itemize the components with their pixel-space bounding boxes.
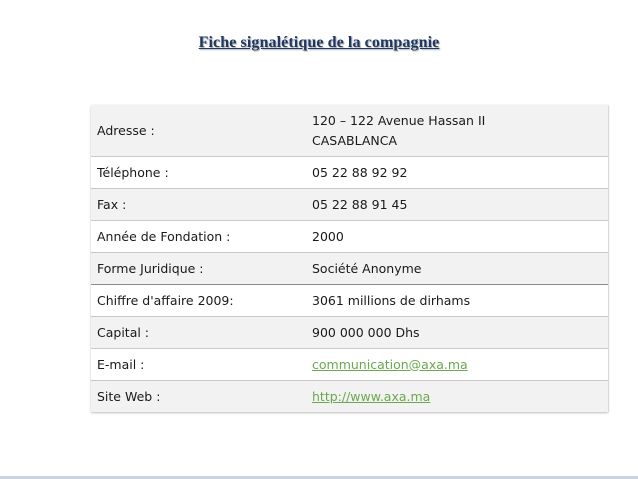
site-web-label: Site Web : (91, 381, 306, 413)
adresse-label: Adresse : (91, 105, 306, 157)
fax-label: Fax : (91, 189, 306, 221)
table-row-adresse (91, 105, 608, 157)
company-info-table (91, 105, 608, 412)
capital-value: 900 000 000 Dhs (306, 317, 608, 349)
annee-fondation-value: 2000 (306, 221, 608, 253)
email-label: E-mail : (91, 349, 306, 381)
table-row-email (91, 349, 608, 381)
capital-label: Capital : (91, 317, 306, 349)
telephone-label: Téléphone : (91, 157, 306, 189)
page-title: Fiche signalétique de la compagnie (198, 34, 440, 51)
chiffre-affaire-label: Chiffre d'affaire 2009: (91, 285, 306, 317)
forme-juridique-label: Forme Juridique : (91, 253, 306, 285)
site-web-value (306, 381, 608, 413)
table-row-chiffre-affaire (91, 285, 608, 317)
website-link[interactable]: http://www.axa.ma (312, 388, 431, 404)
table-row-capital (91, 317, 608, 349)
forme-juridique-value: Société Anonyme (306, 253, 608, 285)
telephone-value: 05 22 88 92 92 (306, 157, 608, 189)
adresse-value (306, 105, 608, 157)
fax-value: 05 22 88 91 45 (306, 189, 608, 221)
adresse-street: 120 – 122 Avenue Hassan II (312, 112, 486, 128)
adresse-city: CASABLANCA (312, 132, 398, 148)
table-row-fax (91, 189, 608, 221)
chiffre-affaire-value: 3061 millions de dirhams (306, 285, 608, 317)
email-link[interactable]: communication@axa.ma (312, 356, 468, 372)
table-row-site-web (91, 381, 608, 413)
table-row-forme-juridique (91, 253, 608, 285)
table-row-telephone (91, 157, 608, 189)
annee-fondation-label: Année de Fondation : (91, 221, 306, 253)
email-value (306, 349, 608, 381)
table-row-annee-fondation (91, 221, 608, 253)
